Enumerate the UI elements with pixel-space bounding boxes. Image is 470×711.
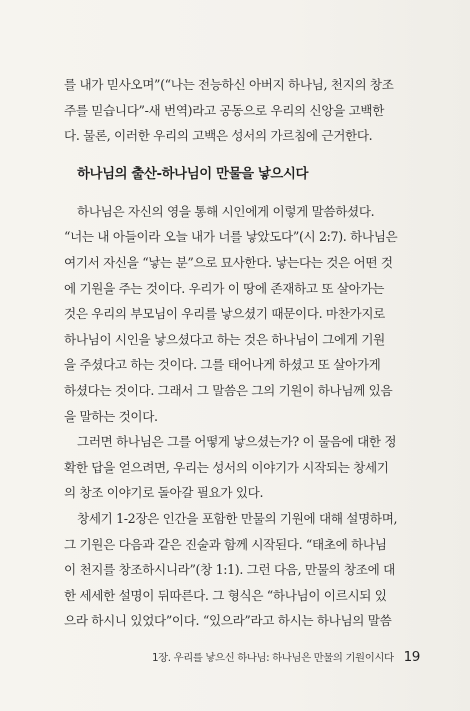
text-line: 한 세세한 설명이 뒤따른다. 그 형식은 “하나님이 이르시되 있 [64,587,387,603]
text-line: “너는 내 아들이라 오늘 내가 너를 낳았도다”(시 2:7). 하나님은 [64,229,398,245]
text-line: 에 기원을 주는 것이다. 우리가 이 땅에 존재하고 또 살아가는 [64,280,385,296]
body-text [64,72,414,634]
text-line: 확한 답을 얻으려면, 우리는 성서의 이야기가 시작되는 창세기 [64,459,389,475]
text-line: 으라 하시니 있었다”이다. “있으라”라고 하시는 하나님의 말씀 [64,613,392,629]
text-line: 창세기 1-2장은 인간을 포함한 만물의 기원에 대해 설명하며, [77,510,398,526]
section-heading: 하나님의 출산-하나님이 만물을 낳으시다 [77,166,309,182]
text-line: 를 내가 믿사오며”(“나는 전능하신 아버지 하나님, 천지의 창조 [64,77,394,92]
text-line: 하나님은 자신의 영을 통해 시인에게 이렇게 말씀하셨다. [77,203,375,219]
paragraph-1 [64,199,414,429]
text-line: 이 천지를 창조하시니라”(창 1:1). 그런 다음, 만물의 창조에 대 [64,562,395,578]
running-title: 1장. 우리를 낳으신 하나님: 하나님은 만물의 기원이시다 [151,652,394,664]
text-line: 다. 물론, 이러한 우리의 고백은 성서의 가르침에 근거한다. [64,128,373,144]
text-line: 하나님이 시인을 낳으셨다고 하는 것은 하나님이 그에게 기원 [64,331,385,347]
text-line: 그러면 하나님은 그를 어떻게 낳으셨는가? 이 물음에 대한 정 [77,434,397,450]
text-line: 여기서 자신을 “낳는 분”으로 묘사한다. 낳는다는 것은 어떤 것 [64,254,393,270]
intro-paragraph [64,72,414,149]
text-line: 주를 믿습니다”-새 번역)라고 공동으로 우리의 신앙을 고백한 [64,102,385,118]
text-line: 을 주셨다고 하는 것이다. 그를 태어나게 하셨고 또 살아가게 [64,357,381,373]
text-line: 것은 우리의 부모님이 우리를 낳으셨기 때문이다. 마찬가지로 [64,306,385,322]
text-line: 을 말하는 것이다. [64,408,158,424]
text-line: 의 창조 이야기로 돌아갈 필요가 있다. [64,485,264,501]
text-line: 그 기원은 다음과 같은 진술과 함께 시작된다. “태초에 하나님 [64,536,387,552]
page-number: 19 [403,649,420,665]
paragraph-2 [64,429,414,506]
page-footer [150,649,420,665]
text-line: 하셨다는 것이다. 그래서 그 말씀은 그의 기원이 하나님께 있음 [64,382,393,398]
paragraph-3 [64,506,414,634]
